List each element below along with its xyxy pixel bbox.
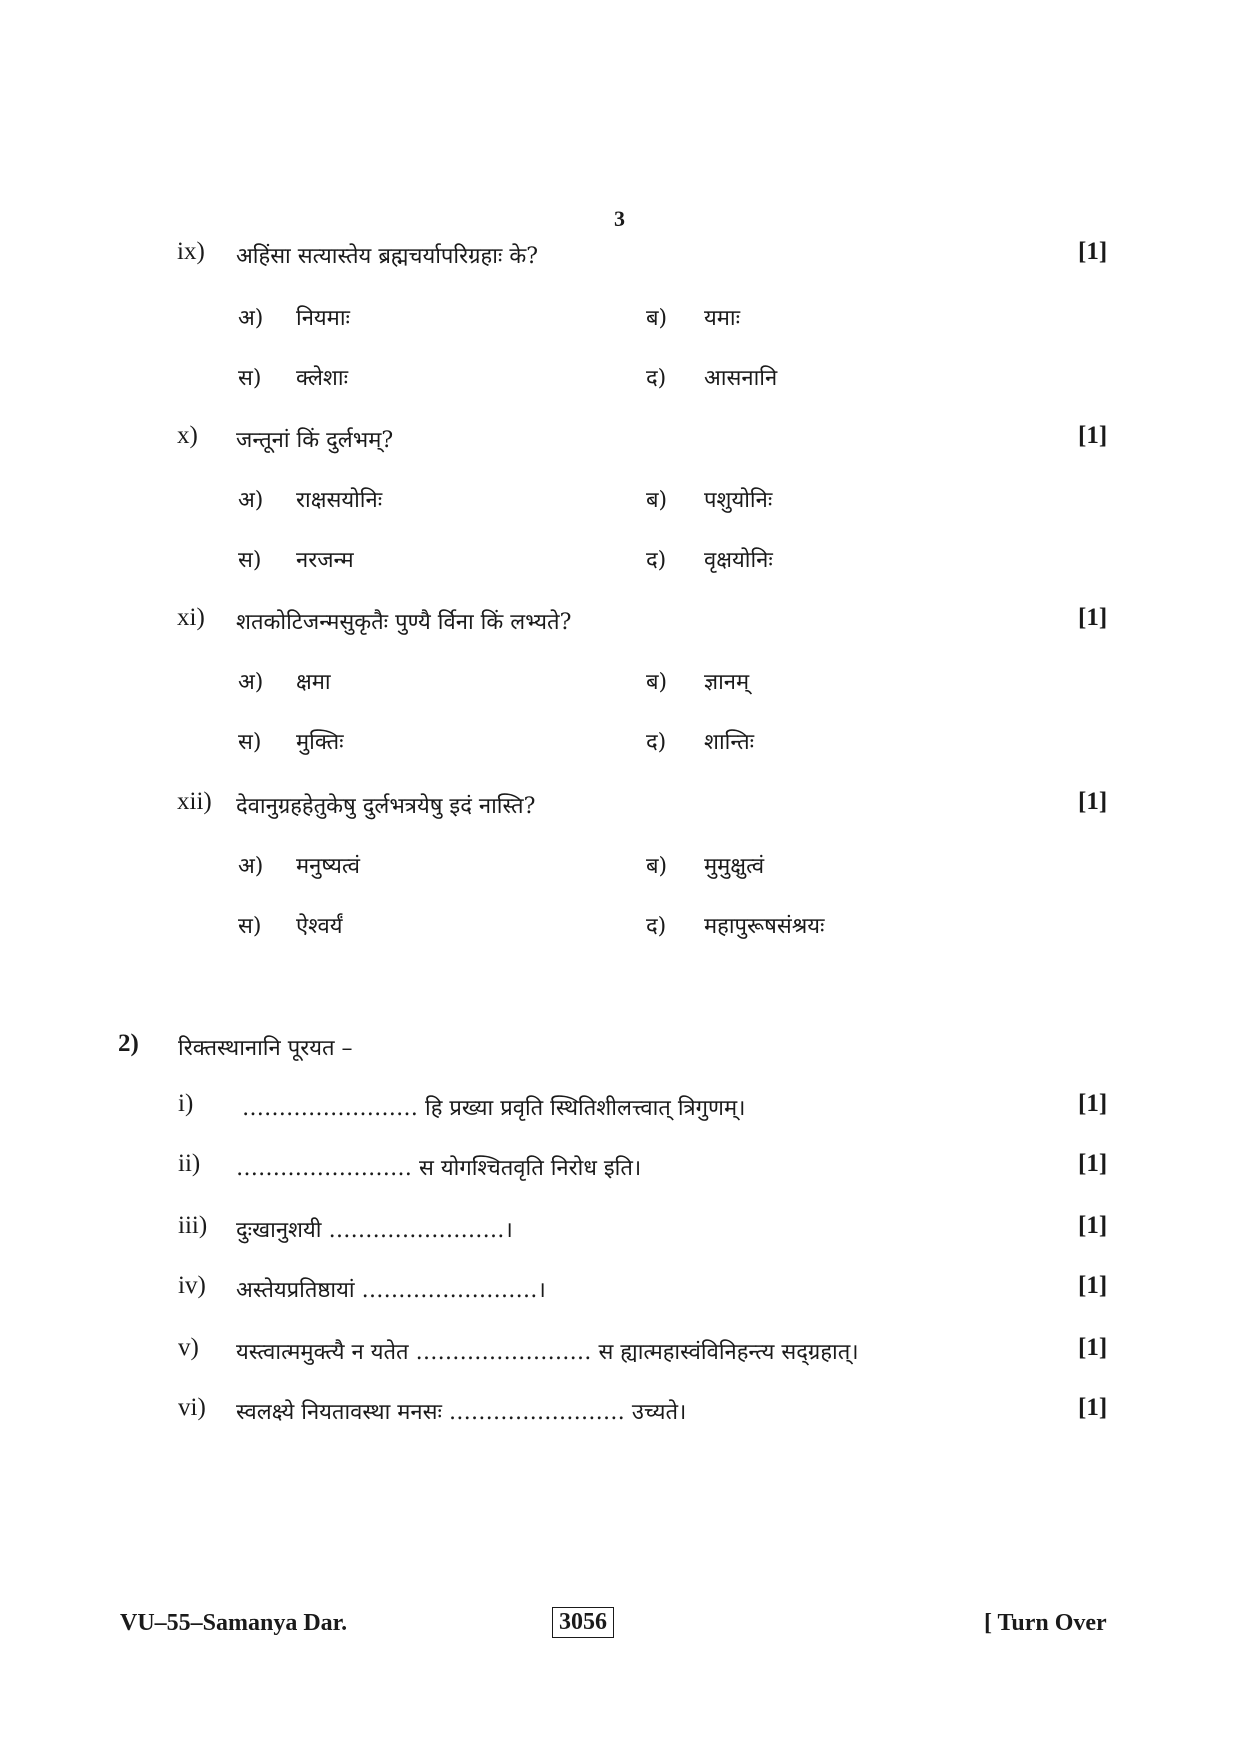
question-number: ix) (177, 238, 205, 265)
option-text: मनुष्यत्वं (296, 854, 360, 879)
marks: [1] (1078, 1334, 1108, 1361)
option-label: ब) (646, 306, 668, 331)
marks: [1] (1078, 1212, 1108, 1239)
option-label: ब) (646, 488, 668, 513)
marks: [1] (1078, 788, 1108, 815)
marks: [1] (1078, 238, 1108, 265)
section-heading: रिक्तस्थानानि पूरयत – (178, 1036, 353, 1061)
marks: [1] (1078, 1394, 1108, 1421)
item-text: …………………… हि प्रख्या प्रवृति स्थितिशीलत्त्वात् त्रिगुणम्। (242, 1096, 746, 1121)
marks: [1] (1078, 422, 1108, 449)
option-text: यमाः (704, 306, 741, 331)
option-text: शान्तिः (704, 730, 755, 755)
question-text: अहिंसा सत्यास्तेय ब्रह्मचर्यापरिग्रहाः के? (236, 244, 539, 269)
option-label: स) (238, 730, 262, 755)
item-number: iii) (178, 1212, 208, 1239)
item-number: vi) (178, 1394, 206, 1421)
page-code-box: 3056 (552, 1607, 614, 1638)
option-text: नियमाः (296, 306, 350, 331)
option-label: अ) (238, 670, 264, 695)
option-text: मुमुक्षुत्वं (704, 854, 765, 879)
option-label: द) (646, 548, 667, 573)
item-text: …………………… स योगश्चितवृति निरोध इति। (236, 1156, 642, 1181)
option-text: पशुयोनिः (704, 488, 773, 513)
option-text: महापुरूषसंश्रयः (704, 914, 825, 939)
option-label: अ) (238, 306, 264, 331)
question-number: xii) (177, 788, 212, 815)
option-label: द) (646, 730, 667, 755)
question-number: x) (177, 422, 198, 449)
option-text: ऐश्वर्यं (296, 914, 343, 939)
item-text: दुःखानुशयी ……………………। (236, 1218, 513, 1243)
option-text: आसनानि (704, 366, 778, 391)
option-text: वृक्षयोनिः (704, 548, 773, 573)
option-text: नरजन्म (296, 548, 354, 573)
marks: [1] (1078, 604, 1108, 631)
question-text: जन्तूनां किं दुर्लभम्? (236, 428, 394, 453)
option-text: क्षमा (296, 670, 331, 695)
option-text: मुक्तिः (296, 730, 344, 755)
item-number: iv) (178, 1272, 206, 1299)
item-number: v) (178, 1334, 199, 1361)
item-number: i) (178, 1090, 194, 1117)
item-text: अस्तेयप्रतिष्ठायां ……………………। (236, 1278, 546, 1303)
option-text: ज्ञानम् (704, 670, 750, 695)
question-text: शतकोटिजन्मसुकृतैः पुण्यै र्विना किं लभ्यते? (236, 610, 572, 635)
question-number: xi) (177, 604, 205, 631)
option-text: राक्षसयोनिः (296, 488, 383, 513)
marks: [1] (1078, 1272, 1108, 1299)
marks: [1] (1078, 1090, 1108, 1117)
option-label: स) (238, 366, 262, 391)
option-label: स) (238, 548, 262, 573)
turn-over-label: [ Turn Over (984, 1610, 1107, 1636)
option-label: द) (646, 366, 667, 391)
item-number: ii) (178, 1150, 201, 1177)
option-label: अ) (238, 854, 264, 879)
item-text: स्वलक्ष्ये नियतावस्था मनसः …………………… उच्यते। (236, 1400, 687, 1425)
option-label: स) (238, 914, 262, 939)
option-label: द) (646, 914, 667, 939)
option-text: क्लेशाः (296, 366, 349, 391)
paper-code: VU–55–Samanya Dar. (120, 1610, 348, 1636)
item-text: यस्त्वात्ममुक्त्यै न यतेत …………………… स ह्यात्महास्वंविनिहन्त्य सद्ग्रहात्। (236, 1340, 859, 1365)
option-label: ब) (646, 670, 668, 695)
option-label: ब) (646, 854, 668, 879)
option-label: अ) (238, 488, 264, 513)
section-number: 2) (118, 1030, 139, 1057)
question-text: देवानुग्रहहेतुकेषु दुर्लभत्रयेषु इदं नास्ति? (236, 794, 536, 819)
marks: [1] (1078, 1150, 1108, 1177)
page-number: 3 (614, 206, 625, 231)
